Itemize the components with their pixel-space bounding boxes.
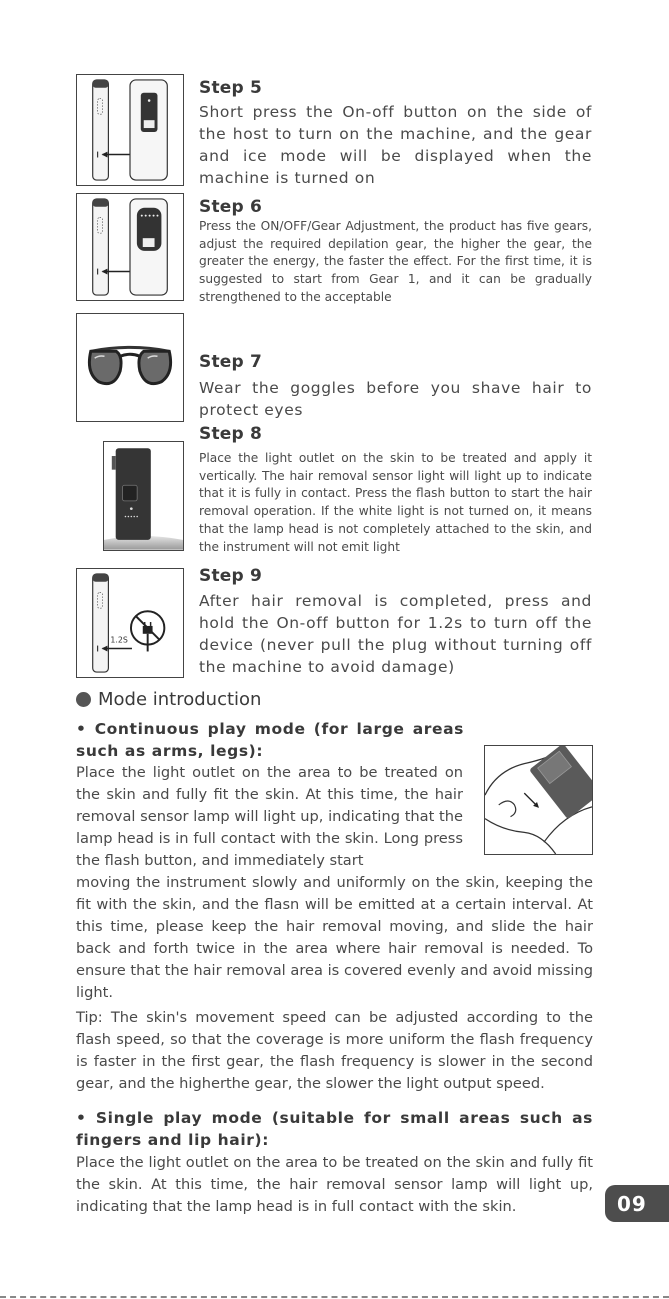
duration-label: 1.2S — [110, 635, 128, 645]
step7-title: Step 7 — [199, 352, 263, 372]
single-mode-title: • Single play mode (suitable for small areas such as fingers and lip hair): — [76, 1109, 593, 1149]
continuous-mode-title: • Continuous play mode (for large areas such as arms, legs): — [76, 720, 464, 760]
step7-text: Wear the goggles before you shave hair to protect eyes — [199, 379, 592, 419]
page-bottom-divider — [0, 1296, 669, 1298]
step9-title: Step 9 — [199, 566, 263, 586]
step6-text: Press the ON/OFF/Gear Adjustment, the product has five gears, adjust the required depilation gear, the higher the gear, the greater the energy, the faster the effect. For the first time, it is suggested to start from Gear 1, and it can be gradually strengthened to the acceptable — [199, 219, 592, 304]
step9-text: After hair removal is completed, press and hold the On-off button for 1.2s to turn off the device (never pull the plug without turning off the machine to avoid damage) — [199, 592, 592, 676]
step6-title: Step 6 — [199, 197, 263, 217]
continuous-mode-tip: Tip: The skin's movement speed can be adjusted according to the flash speed, so that the coverage is more uniform the flash frequency is faster in the first gear, the flash frequency is slower in the second gear, and the higherthe gear, the slower the light output speed. — [76, 1009, 593, 1092]
mode-heading — [76, 688, 261, 710]
step6-figure — [76, 193, 184, 301]
continuous-mode-body: moving the instrument slowly and uniformly on the skin, keeping the fit with the skin, and the flasn will be emitted at a certain interval. At this time, please keep the hair removal moving, and slide the hair back and forth twice in the area where hair removal is needed. To ensure that the hair removal area is covered evenly and avoid missing light. — [76, 874, 593, 1001]
step9-figure — [76, 568, 184, 678]
single-mode-body: Place the light outlet on the area to be treated on the skin and fully fit the skin. At this time, the hair removal sensor lamp will light up, indicating that the lamp head is in full contact with the skin. — [76, 1154, 593, 1215]
bullet-dot-icon — [76, 692, 91, 707]
continuous-mode-intro: Place the light outlet on the area to be treated on the skin and fully fit the skin. At this time, the hair removal sensor lamp will light up, indicating that the lamp head is in full contact with the skin. Long press the flash button, and immediately start — [76, 764, 463, 869]
step8-text: Place the light outlet on the skin to be treated and apply it vertically. The hair removal sensor light will light up to indicate that it is fully in contact. Press the flash button to start the hair removal operation. If the white light is not turned on, it means that the lamp head is not completely attached to the skin, and the instrument will not emit light — [199, 451, 592, 554]
mode-heading-label: Mode introduction — [98, 688, 262, 710]
step7-figure — [76, 313, 184, 422]
step5-title: Step 5 — [199, 78, 263, 98]
step5-figure — [76, 74, 184, 186]
step5-text: Short press the On-off button on the side of the host to turn on the machine, and the gear and ice mode will be displayed when the machine is turned on — [199, 103, 592, 187]
step8-figure — [103, 441, 184, 551]
page-number-badge: 09 — [605, 1185, 669, 1222]
no-unplug-icon — [131, 611, 164, 651]
goggles-icon — [77, 314, 183, 421]
continuous-mode-figure — [484, 745, 593, 855]
step8-title: Step 8 — [199, 424, 263, 444]
